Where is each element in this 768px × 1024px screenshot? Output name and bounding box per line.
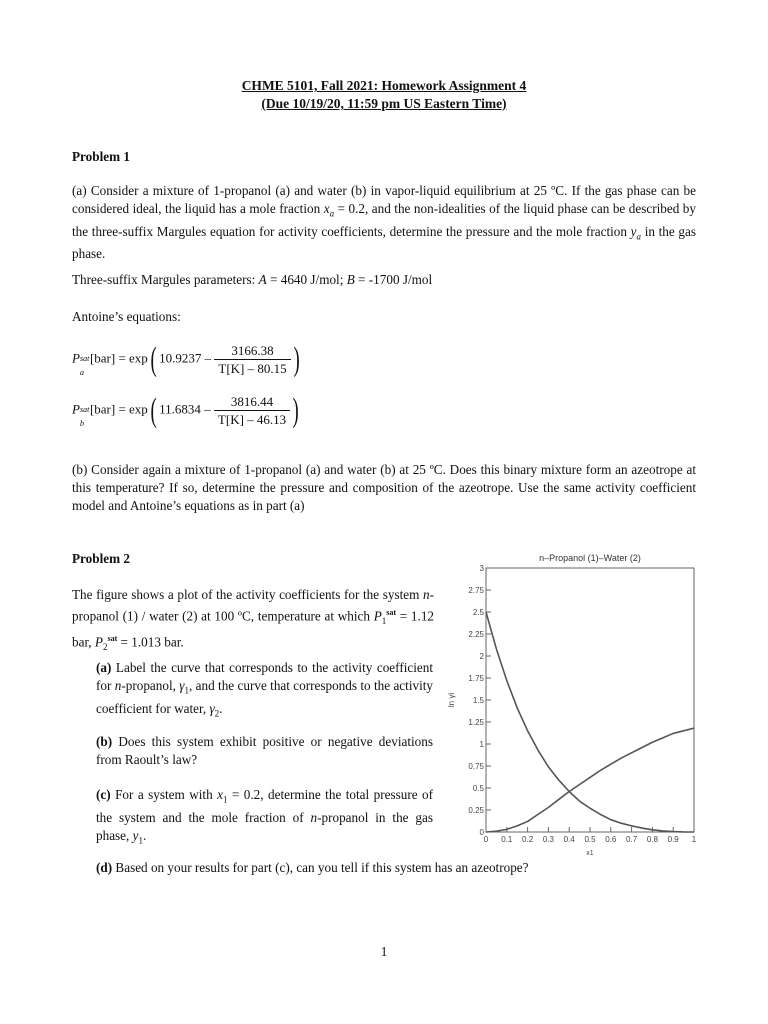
x-tick-label: 0.3 xyxy=(542,835,554,844)
antoine-equation-a: P sat a [bar] = exp( 10.9237 – $\frac{3166.38}{T[K] - 80.15}$ ) xyxy=(72,340,300,378)
x-axis-label: x1 xyxy=(586,850,594,857)
x-tick-label: 1 xyxy=(691,835,697,844)
y-tick-label: 2.75 xyxy=(468,586,484,595)
problem2-part-c: (c) For a system with $x_1 = 0.2$, determine the total pressure of the system and the mole fraction of n-propanol in the gas phase, $y_1$. xyxy=(96,787,433,846)
chart-title: n–Propanol (1)–Water (2) xyxy=(539,553,641,563)
y-tick-label: 0.5 xyxy=(472,784,484,793)
antoine-equation-b: P sat b [bar] = exp( 11.6834 – $\frac{3816.44}{T[K] - 46.13}$ ) xyxy=(72,391,299,429)
plot-frame xyxy=(486,568,694,832)
x-tick-label: 0.4 xyxy=(563,835,575,844)
assignment-title: CHME 5101, Fall 2021: Homework Assignment 4 xyxy=(241,78,527,93)
x-tick-label: 0.5 xyxy=(584,835,596,844)
problem2-part-a: (a) Label the curve that corresponds to the activity coefficient for n-propanol, $\gamma_1$, and the curve that corresponds to the activity coefficient for water, $\gamma_2$. xyxy=(96,660,433,719)
y-axis xyxy=(468,564,491,837)
x-axis xyxy=(484,827,697,844)
series-line-2 xyxy=(486,728,694,832)
antoine-label: Antoine’s equations: xyxy=(72,309,181,324)
x-tick-label: 0.9 xyxy=(667,835,679,844)
y-tick-label: 2 xyxy=(479,652,484,661)
x-tick-label: 0.2 xyxy=(522,835,534,844)
problem1-heading: Problem 1 xyxy=(72,149,130,164)
y-tick-label: 2.25 xyxy=(468,630,484,639)
x-tick-label: 0.6 xyxy=(605,835,617,844)
y-tick-label: 0.25 xyxy=(468,806,484,815)
series-line-1 xyxy=(486,612,694,832)
y-tick-label: 0.75 xyxy=(468,762,484,771)
series-lines xyxy=(486,612,694,832)
y-tick-label: 1.25 xyxy=(468,718,484,727)
y-tick-label: 1 xyxy=(479,740,484,749)
y-tick-label: 2.5 xyxy=(472,608,484,617)
page-number: 1 xyxy=(380,944,388,959)
problem1-part-a: (a) Consider a mixture of 1-propanol (a) and water (b) in vapor-liquid equilibrium at 25 ºC. If the gas phase can be considered ideal, the liquid has a mole fraction $x_a = 0.2$, and the non-idealities of the liquid phase can be described by the three-suffix Margules equation for activity coefficients, determine the pressure and the mole fraction $y_a$ in the gas phase. xyxy=(72,183,696,262)
y-axis-label: ln γi xyxy=(447,692,456,708)
x-tick-label: 0 xyxy=(483,835,489,844)
x-tick-label: 0.7 xyxy=(626,835,638,844)
problem2-part-b: (b) Does this system exhibit positive or negative deviations from Raoult’s law? xyxy=(96,734,433,767)
y-tick-label: 1.5 xyxy=(472,696,484,705)
problem2-heading: Problem 2 xyxy=(72,551,130,566)
problem2-part-d: (d) Based on your results for part (c), can you tell if this system has an azeotrope? xyxy=(96,860,529,875)
x-tick-label: 0.8 xyxy=(646,835,658,844)
activity-coefficient-chart xyxy=(440,545,710,860)
y-tick-label: 0 xyxy=(479,828,484,837)
margules-parameters: Three-suffix Margules parameters: A = 4640 J/mol; B = -1700 J/mol xyxy=(72,272,433,287)
problem2-intro: The figure shows a plot of the activity coefficients for the system n-propanol (1) / water (2) at 100 ºC, temperature at which $P_1^{sat} = 1.12$ bar, $P_2^{sat} = 1.013$ bar. xyxy=(72,587,435,653)
x-tick-label: 0.1 xyxy=(501,835,513,844)
problem1-part-b: (b) Consider again a mixture of 1-propanol (a) and water (b) at 25 ºC. Does this binary mixture form an azeotrope at this temperature? If so, determine the pressure and composition of the azeotrope. Use the same activity coefficient model and Antoine’s equations as in part (a) xyxy=(72,462,696,513)
assignment-due-date: (Due 10/19/20, 11:59 pm US Eastern Time) xyxy=(261,96,507,111)
y-tick-label: 1.75 xyxy=(468,674,484,683)
y-tick-label: 3 xyxy=(479,564,484,573)
